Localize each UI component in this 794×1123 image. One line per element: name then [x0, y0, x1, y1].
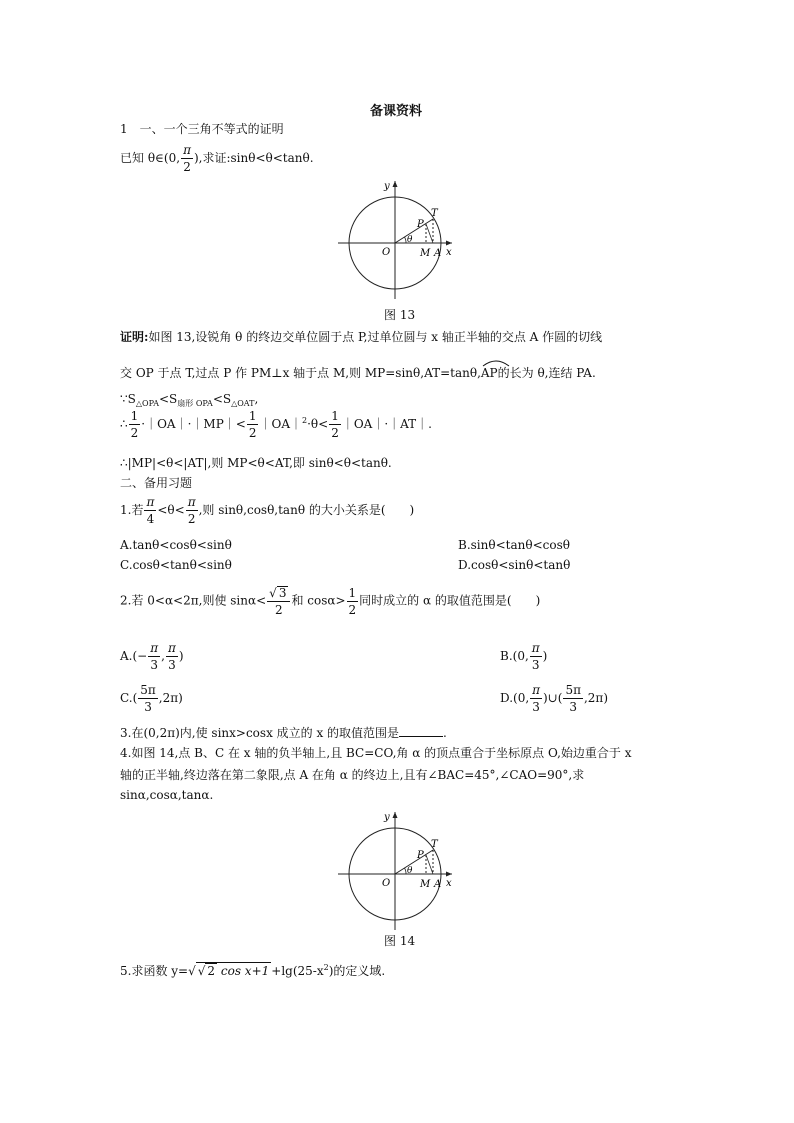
- ray-OT: [395, 219, 433, 243]
- label-P: P: [417, 850, 424, 861]
- label-y: y: [384, 812, 390, 823]
- label-M: M: [420, 879, 431, 890]
- proof-line-2: 交 OP 于点 T,过点 P 作 PM⊥x 轴于点 M,则 MP=sinθ,AT=tanθ, AP的长为 θ,连结 PA.: [120, 360, 596, 381]
- x-axis-arrow: [446, 241, 452, 246]
- question-3: 3.在(0,2π)内,使 sinx>cosx 成立的 x 的取值范围是 .: [120, 726, 447, 740]
- label-x: x: [446, 878, 452, 889]
- figure-13-caption: 图 13: [384, 308, 416, 322]
- q2-option-a: A.(− $\frac{\pi}{3}$ , $\frac{\pi}{3}$ ): [120, 641, 184, 672]
- q1-option-a: A.tanθ<cosθ<sinθ: [120, 538, 232, 552]
- q1-option-d: D.cosθ<sinθ<tanθ: [458, 558, 571, 572]
- chord-PA: [426, 224, 433, 243]
- question-1: 1.若 $\frac{\pi}{4}$ <θ< $\frac{\pi}{2}$ ,则 sinθ,cosθ,tanθ 的大小关系是( ): [120, 495, 415, 526]
- fraction-pi-over-2: $\frac{\pi}{2}$: [183, 143, 191, 174]
- q2-option-b: B.(0, $\frac{\pi}{3}$ ): [500, 641, 548, 672]
- fraction-half-2: $\frac{1}{2}$: [248, 409, 257, 440]
- q2-option-d: D.(0, $\frac{\pi}{3}$ )∪( $\frac{5\pi}{3}$ ,2π): [500, 683, 609, 714]
- q1-option-c: C.cosθ<tanθ<sinθ: [120, 558, 232, 572]
- outer-sqrt: √ 2 cos x+1: [197, 964, 270, 978]
- label-T: T: [431, 208, 438, 219]
- x-axis-arrow: [446, 872, 452, 877]
- q2-option-c: C.( $\frac{5\pi}{3}$ ,2π): [120, 683, 183, 714]
- fraction-half: $\frac{1}{2}$: [348, 585, 357, 617]
- label-A: A: [434, 879, 442, 890]
- figure-14-caption: 图 14: [384, 934, 416, 948]
- fraction-pi-over-4: $\frac{\pi}{4}$: [146, 495, 155, 526]
- angle-arc: [405, 868, 407, 874]
- answer-blank: [399, 726, 443, 737]
- label-y: y: [384, 181, 390, 192]
- label-M: M: [420, 248, 431, 259]
- label-theta: θ: [407, 235, 413, 245]
- problem-statement: 已知 θ∈(0, $\frac{\pi}{2}$ ),求证:sinθ<θ<tanθ.: [120, 143, 314, 174]
- y-axis-arrow: [393, 181, 398, 187]
- question-2: 2.若 0<α<2π,则使 sinα< $\frac{√ 3}{2}$ 和 cosα> $\frac{1}{2}$ 同时成立的 α 的取值范围是( ): [120, 585, 541, 617]
- arc-symbol: [481, 358, 511, 368]
- proof-line-3: $\because S_{\triangle OPA}<S_{扇形 OPA}<S_{\triangle OAT}$,: [120, 392, 259, 408]
- proof-label: 证明:: [120, 330, 149, 344]
- q1-option-b: B.sinθ<tanθ<cosθ: [458, 538, 570, 552]
- label-O: O: [382, 247, 391, 258]
- label-P: P: [417, 219, 424, 230]
- unit-circle-figure-14: [330, 806, 470, 936]
- angle-arc: [405, 237, 407, 243]
- question-4-line-1: 4.如图 14,点 B、C 在 x 轴的负半轴上,且 BC=CO,角 α 的顶点重合于坐标原点 O,始边重合于 x: [120, 746, 632, 760]
- y-axis-arrow: [393, 812, 398, 818]
- question-5: 5.求函数 y=√ √ 2 $\cos x+1 +\lg(25-x^2)$的定义域.: [120, 963, 386, 978]
- fraction-half-1: $\frac{1}{2}$: [130, 409, 139, 440]
- proof-line-1: 证明:如图 13,设锐角 θ 的终边交单位圆于点 P,过单位圆与 x 轴正半轴的交点 A 作圆的切线: [120, 330, 603, 344]
- fraction-pi-over-2: $\frac{\pi}{2}$: [187, 495, 196, 526]
- label-O: O: [382, 878, 391, 889]
- question-4-line-2: 轴的正半轴,终边落在第二象限,点 A 在角 α 的终边上,且有∠BAC=45°,∠CAO=90°,求: [120, 768, 585, 782]
- ray-OT: [395, 850, 433, 874]
- label-theta: θ: [407, 866, 413, 876]
- label-x: x: [446, 247, 452, 258]
- chord-PA: [426, 855, 433, 874]
- label-A: A: [434, 248, 442, 259]
- label-T: T: [431, 839, 438, 850]
- arc-AP: AP: [481, 360, 498, 380]
- section-1-heading: 1 一、一个三角不等式的证明: [120, 122, 284, 136]
- unit-circle-figure-13: [330, 175, 470, 305]
- fraction-sqrt3-over-2: $\frac{√ 3}{2}$: [267, 586, 290, 616]
- fraction-half-3: $\frac{1}{2}$: [331, 409, 339, 440]
- section-2-heading: 二、备用习题: [120, 476, 193, 490]
- question-4-line-3: sinα,cosα,tanα.: [120, 788, 214, 802]
- proof-line-5: ∴|MP|<θ<|AT|,则 MP<θ<AT,即 sinθ<θ<tanθ.: [120, 456, 392, 470]
- proof-line-4: ∴ $\frac{1}{2}$ ·｜OA｜·｜MP｜< $\frac{1}{2}$ ｜OA｜$^2$·θ< $\frac{1}{2}$ ｜OA｜·｜AT｜.: [120, 409, 432, 440]
- page-title: 备课资料: [370, 104, 423, 119]
